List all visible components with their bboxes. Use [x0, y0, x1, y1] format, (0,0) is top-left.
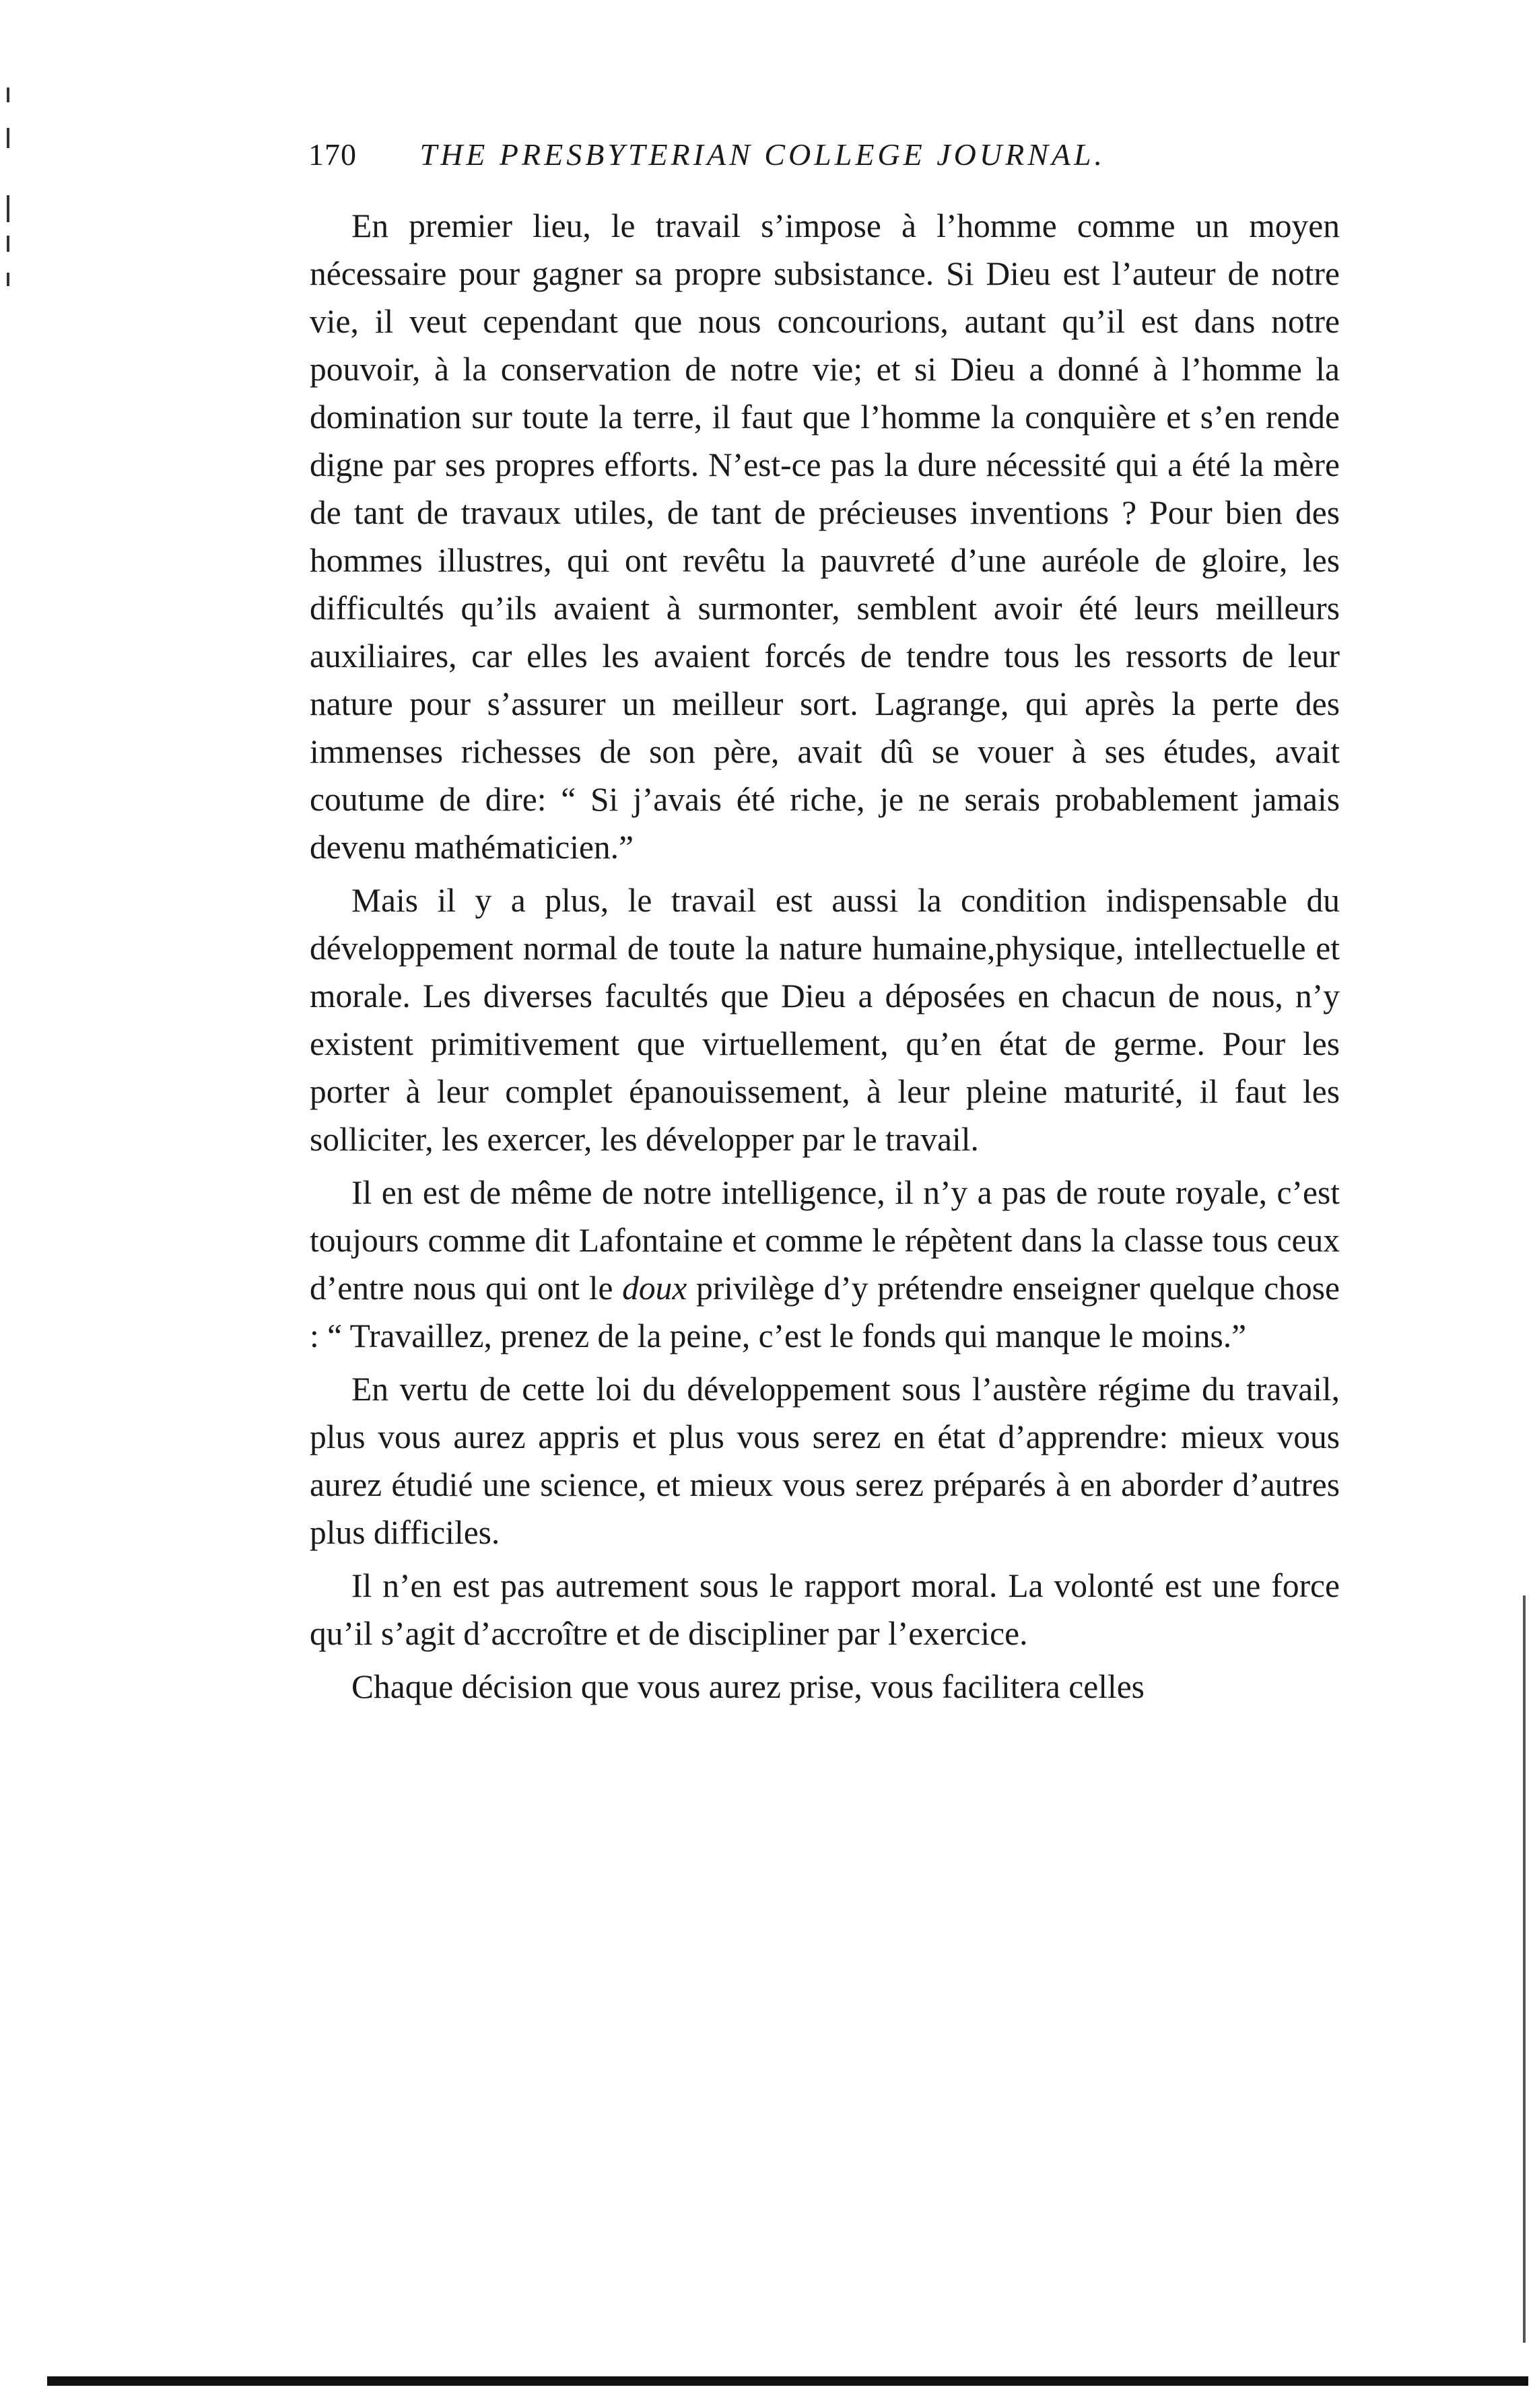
paragraph	[310, 1169, 1340, 1360]
running-title: THE PRESBYTERIAN COLLEGE JOURNAL.	[419, 137, 1106, 172]
paragraph-text: privilège d’y prétendre enseigner quelque chose : “ Travaillez, prenez de la peine, c’est le fonds qui manque le moins.”	[310, 1270, 1340, 1354]
scan-edge-mark	[7, 195, 9, 222]
scan-edge-mark	[7, 273, 9, 286]
scan-edge-mark	[7, 128, 9, 148]
body-text	[310, 202, 1340, 1716]
scan-edge-mark	[1523, 1595, 1526, 2343]
paragraph: En premier lieu, le travail s’impose à l’homme comme un moyen nécessaire pour gagner sa propre subsistance. Si Dieu est l’auteur de notre vie, il veut cependant que nous concourions, autant qu’il est dans notre pouvoir, à la conservation de notre vie; et si Dieu a donné à l’homme la domination sur toute la terre, il faut que l’homme la conquière et s’en rende digne par ses propres efforts. N’est-ce pas la dure nécessité qui a été la mère de tant de travaux utiles, de tant de précieuses inventions ? Pour bien des hommes illustres, qui ont revêtu la pauvreté d’une auréole de gloire, les difficultés qu’ils avaient à surmonter, semblent avoir été leurs meilleurs auxiliaires, car elles les avaient forcés de tendre tous les ressorts de leur nature pour s’assurer un meilleur sort. Lagrange, qui après la perte des immenses richesses de son père, avait dû se vouer à ses études, avait coutume de dire: “ Si j’avais été riche, je ne serais probablement jamais devenu mathématicien.”	[310, 207, 1340, 866]
scan-edge-mark	[7, 236, 9, 252]
paragraph-text: Il en est de même de notre intelligence, il n’y a pas de route royale, c’est toujours comme dit Lafontaine et comme le répètent dans la classe tous ceux d’entre nous qui ont le	[310, 1174, 1340, 1307]
running-header	[308, 135, 1386, 175]
paragraph: Il n’en est pas autrement sous le rapport moral. La volonté est une force qu’il s’agit d’accroître et de discipliner par l’exercice.	[310, 1567, 1340, 1652]
paragraph: Chaque décision que vous aurez prise, vous facilitera celles	[351, 1668, 1145, 1705]
scan-edge-mark	[7, 88, 9, 102]
emphasized-word: doux	[622, 1270, 687, 1307]
page-number: 170	[308, 137, 357, 172]
bottom-scan-border	[47, 2376, 1528, 2386]
paragraph: En vertu de cette loi du développement sous l’austère régime du travail, plus vous aurez appris et plus vous serez en état d’apprendre: mieux vous aurez étudié une science, et mieux vous serez préparés à en aborder d’autres plus difficiles.	[310, 1371, 1340, 1551]
paragraph: Mais il y a plus, le travail est aussi la condition indispensable du développement normal de toute la nature humaine,physique, intellectuelle et morale. Les diverses facultés que Dieu a déposées en chacun de nous, n’y existent primitivement que virtuellement, qu’en état de germe. Pour les porter à leur complet épanouissement, à leur pleine maturité, il faut les solliciter, les exercer, les développer par le travail.	[310, 882, 1340, 1158]
